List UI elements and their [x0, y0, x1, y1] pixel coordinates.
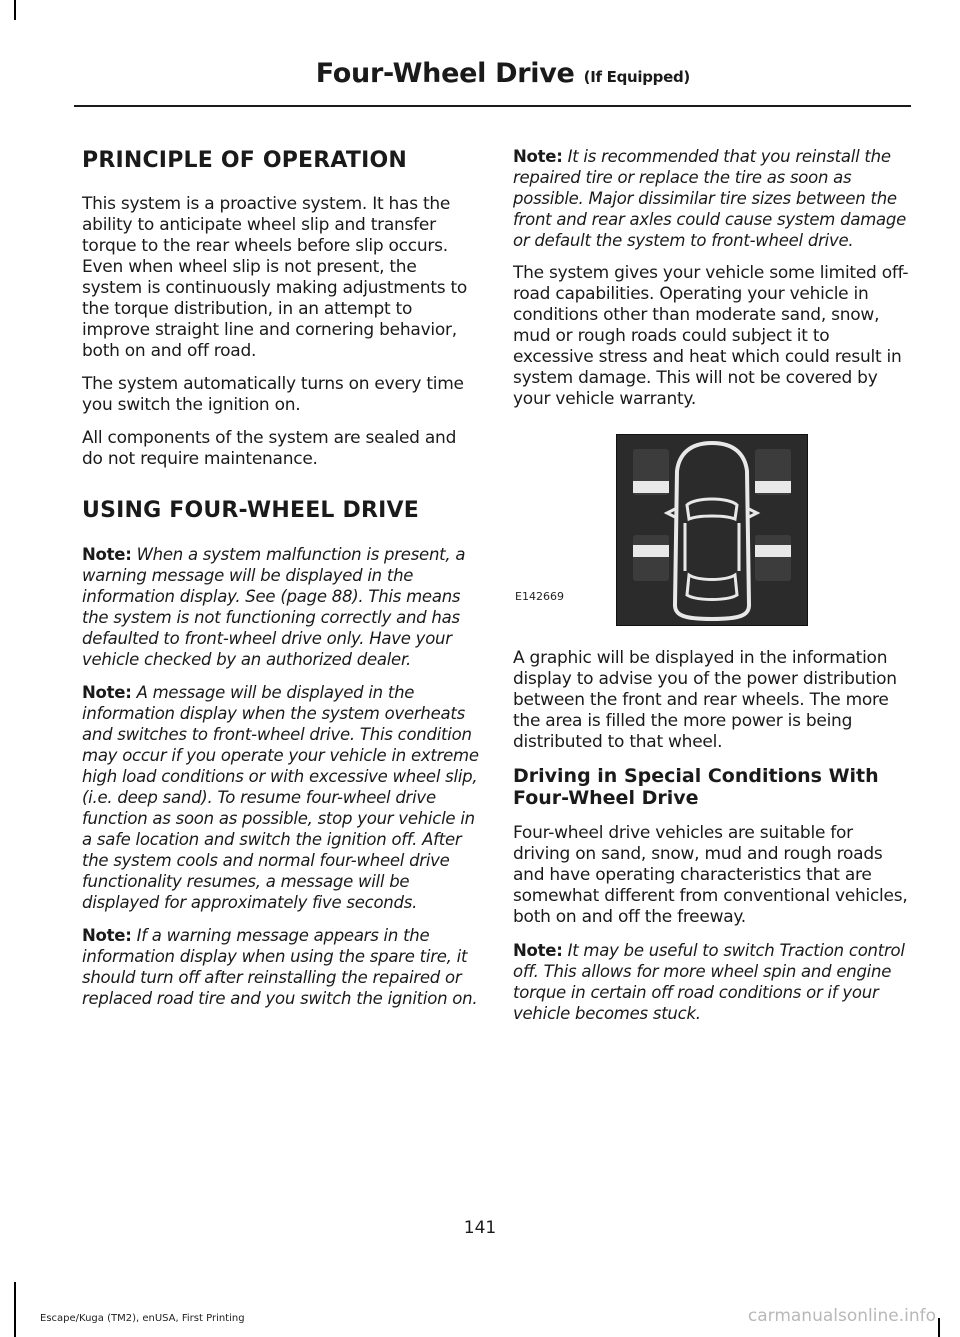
paragraph: Four-wheel drive vehicles are suitable for driving on sand, snow, mud and rough roads and have operating characteristics that are somewhat different from conventional vehicles, both on and off the freeway.	[513, 823, 908, 927]
right-column	[513, 146, 913, 1036]
note-label: Note:	[513, 147, 563, 166]
header-subtitle: (If Equipped)	[583, 68, 690, 86]
paragraph: The system automatically turns on every time you switch the ignition on.	[82, 374, 464, 415]
watermark: carmanualsonline.info	[747, 1306, 936, 1326]
note-text: It is recommended that you reinstall the repaired tire or replace the tire as soon as possible. Major dissimilar tire sizes between the front and rear axles could cause system damage or default the system to front-wheel drive.	[513, 147, 907, 250]
note-text: It may be useful to switch Traction control off. This allows for more wheel spin and engine torque in certain off road conditions or if your vehicle becomes stuck.	[513, 941, 905, 1023]
note-label: Note:	[82, 545, 132, 564]
note-paragraph	[513, 940, 913, 1024]
header-title: Four-Wheel Drive	[315, 58, 575, 89]
note-text: If a warning message appears in the information display when using the spare tire, it should turn off after reinstalling the repaired or replaced road tire and you switch the ignition on.	[82, 926, 478, 1008]
edition-footer: Escape/Kuga (TM2), enUSA, First Printing	[40, 1313, 245, 1324]
note-label: Note:	[82, 926, 132, 945]
power-distribution-graphic	[616, 434, 808, 626]
note-paragraph	[82, 925, 480, 1009]
paragraph: The system gives your vehicle some limited off-road capabilities. Operating your vehicle in conditions other than moderate sand, snow, mud or rough roads could subject it to excessive stress and heat which could result in system damage. This will not be covered by your vehicle warranty.	[513, 263, 909, 409]
note-label: Note:	[82, 683, 132, 702]
heading-principle: PRINCIPLE OF OPERATION	[82, 148, 408, 173]
crop-mark-bottom-left	[14, 1282, 16, 1337]
awd-display-figure	[513, 424, 913, 636]
crop-mark-top-left	[14, 0, 16, 20]
figure-id: E142669	[515, 590, 564, 603]
crop-mark-bottom-right	[938, 1318, 940, 1337]
car-top-view-icon	[617, 435, 807, 625]
page-header	[316, 58, 690, 89]
paragraph: This system is a proactive system. It has the ability to anticipate wheel slip and transfer torque to the rear wheels before slip occurs. Even when wheel slip is not present, the system is continuously making adjustments to the torque distribution, in an attempt to improve straight line and cornering behavior, both on and off road.	[82, 194, 468, 361]
paragraph: A graphic will be displayed in the information display to advise you of the power distribution between the front and rear wheels. The more the area is filled the more power is being distributed to that wheel.	[513, 648, 897, 752]
note-paragraph	[513, 146, 913, 251]
note-text: A message will be displayed in the information display when the system overheats and switches to front-wheel drive. This condition may occur if you operate your vehicle in extreme high load conditions or with excessive wheel slip, (i.e. deep sand). To resume four-wheel drive function as soon as possible, stop your vehicle in a safe location and switch the ignition off. After the system cools and normal four-wheel drive functionality resumes, a message will be displayed for approximately five seconds.	[82, 683, 479, 912]
note-text: When a system malfunction is present, a warning message will be displayed in the information display. See (page 88). This means the system is not functioning correctly and has defaulted to front-wheel drive only. Have your vehicle checked by an authorized dealer.	[82, 545, 466, 669]
heading-special-conditions: Driving in Special Conditions With Four-Wheel Drive	[513, 765, 879, 809]
page-number: 141	[463, 1218, 497, 1238]
paragraph: All components of the system are sealed and do not require maintenance.	[82, 428, 457, 469]
header-divider	[74, 105, 911, 107]
note-label: Note:	[513, 941, 563, 960]
heading-using: USING FOUR-WHEEL DRIVE	[82, 498, 419, 523]
left-column	[82, 146, 480, 1021]
note-paragraph	[82, 682, 480, 913]
note-paragraph	[82, 544, 480, 670]
